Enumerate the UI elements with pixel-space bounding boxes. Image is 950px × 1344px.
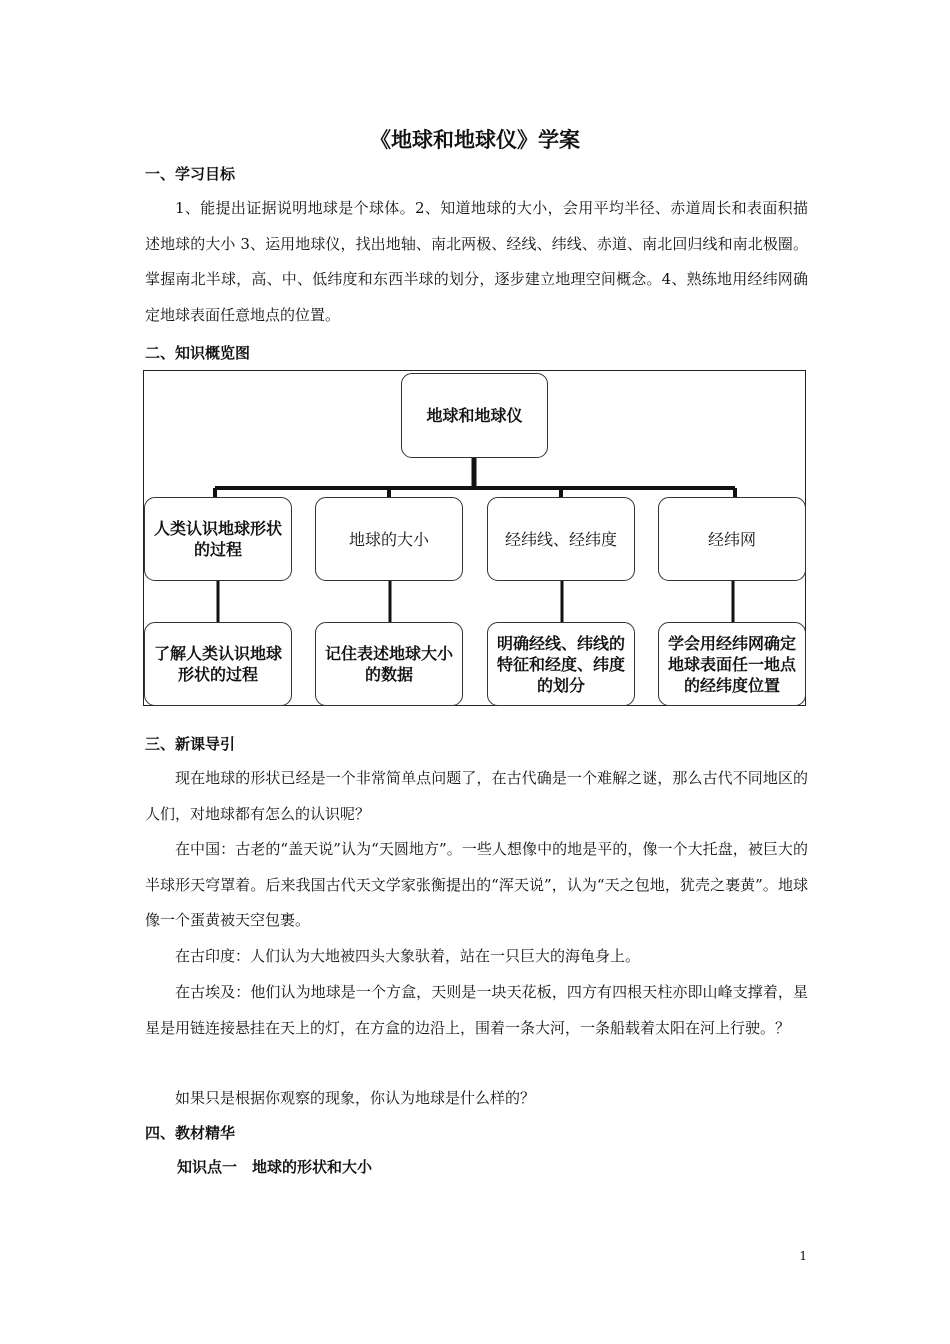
node-detail-lat-long: 明确经线、纬线的特征和经度、纬度的划分: [487, 622, 635, 706]
intro-paragraph-china: 在中国：古老的“盖天说”认为“天圆地方”。一些人想像中的地是平的，像一个大托盘，被巨大的半球形天穹罩着。后来我国古代天文学家张衡提出的“浑天说”，认为“天之包地，犹壳之裹黄”。地球像一个蛋黄被天空包裹。: [145, 840, 808, 929]
page-number: 1: [799, 1249, 807, 1263]
intro-paragraph-question: 如果只是根据你观察的现象，你认为地球是什么样的？: [175, 1089, 536, 1107]
intro-paragraph-egypt: 在古埃及：他们认为地球是一个方盒，天则是一块天花板，四方有四根天柱亦即山峰支撑着，星星是用链连接悬挂在天上的灯，在方盒的边沿上，围着一条大河，一条船载着太阳在河上行驶。？: [145, 983, 808, 1037]
node-root: 地球和地球仪: [401, 373, 548, 458]
knowledge-point-1-heading: 知识点一 地球的形状和大小: [177, 1158, 373, 1176]
node-topic-shape-history: 人类认识地球形状的过程: [144, 497, 292, 581]
node-topic-grid: 经纬网: [658, 497, 806, 581]
intro-paragraph-1: 现在地球的形状已经是一个非常简单点问题了，在古代确是一个难解之谜，那么古代不同地区的人们，对地球都有怎么的认识呢？: [145, 769, 808, 823]
node-topic-earth-size: 地球的大小: [315, 497, 463, 581]
section-heading-overview: 二、知识概览图: [145, 344, 251, 362]
intro-paragraph-india: 在古印度：人们认为大地被四头大象驮着，站在一只巨大的海龟身上。: [175, 947, 641, 965]
knowledge-overview-diagram: [143, 370, 806, 706]
page-title: 《地球和地球仪》学案: [370, 128, 580, 152]
section-heading-objectives: 一、学习目标: [145, 165, 236, 183]
section-heading-intro: 三、新课导引: [145, 735, 236, 753]
node-topic-lat-long: 经纬线、经纬度: [487, 497, 635, 581]
node-detail-shape-history: 了解人类认识地球形状的过程: [144, 622, 292, 706]
section-heading-essentials: 四、教材精华: [145, 1124, 236, 1142]
objectives-paragraph: 1、能提出证据说明地球是个球体。2、知道地球的大小，会用平均半径、赤道周长和表面积描述地球的大小 3、运用地球仪，找出地轴、南北两极、经线、纬线、赤道、南北回归线和南北极圈。掌握南北半球，高、中、低纬度和东西半球的划分，逐步建立地理空间概念。4、熟练地用经纬网确定地球表面任意地点的位置。: [145, 199, 808, 324]
node-detail-earth-size: 记住表述地球大小的数据: [315, 622, 463, 706]
node-detail-grid: 学会用经纬网确定地球表面任一地点的经纬度位置: [658, 622, 806, 706]
